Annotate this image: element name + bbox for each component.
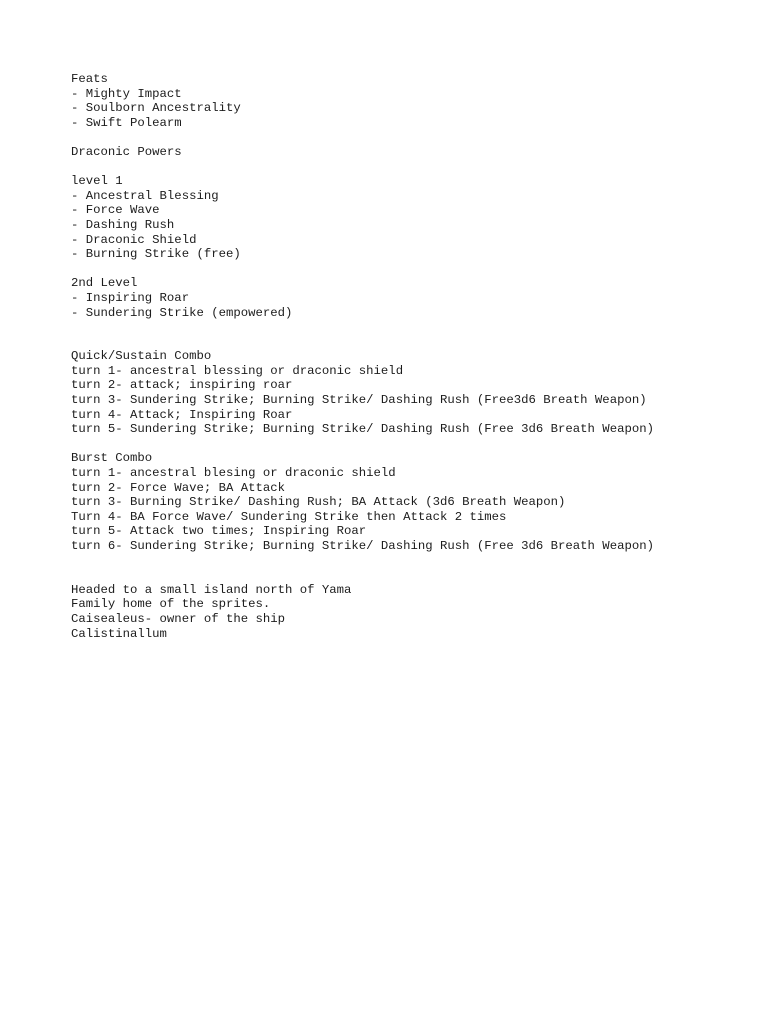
- document-page: [71, 72, 751, 641]
- feat-item: - Soulborn Ancestrality: [71, 101, 241, 116]
- notes-section: [71, 583, 751, 641]
- combo-turn: turn 5- Attack two times; Inspiring Roar: [71, 524, 367, 539]
- power-item: - Ancestral Blessing: [71, 188, 219, 203]
- combo-turn: turn 1- ancestral blesing or draconic shield: [71, 466, 396, 481]
- burst-combo-heading: Burst Combo: [71, 451, 153, 466]
- combo-turn: Turn 4- BA Force Wave/ Sundering Strike then Attack 2 times: [71, 509, 507, 524]
- draconic-powers-section: [71, 145, 751, 320]
- combo-turn: turn 2- attack; inspiring roar: [71, 378, 293, 393]
- combo-turn: turn 5- Sundering Strike; Burning Strike/ Dashing Rush (Free 3d6 Breath Weapon): [71, 422, 654, 437]
- power-item: - Force Wave: [71, 203, 160, 218]
- combo-turn: turn 4- Attack; Inspiring Roar: [71, 407, 293, 422]
- note-line: Calistinallum: [71, 626, 167, 641]
- combo-turn: turn 2- Force Wave; BA Attack: [71, 480, 286, 495]
- combo-turn: turn 3- Sundering Strike; Burning Strike/ Dashing Rush (Free3d6 Breath Weapon): [71, 393, 647, 408]
- level1-heading: level 1: [71, 174, 123, 189]
- burst-combo-section: [71, 451, 751, 553]
- quick-sustain-combo-section: [71, 349, 751, 437]
- power-item: - Inspiring Roar: [71, 290, 190, 305]
- combo-turn: turn 1- ancestral blessing or draconic shield: [71, 363, 404, 378]
- power-item: - Draconic Shield: [71, 232, 197, 247]
- power-item: - Burning Strike (free): [71, 247, 241, 262]
- draconic-powers-heading: Draconic Powers: [71, 144, 182, 159]
- power-item: - Dashing Rush: [71, 217, 175, 232]
- feat-item: - Swift Polearm: [71, 115, 182, 130]
- combo-turn: turn 6- Sundering Strike; Burning Strike/ Dashing Rush (Free 3d6 Breath Weapon): [71, 539, 654, 553]
- power-item: - Sundering Strike (empowered): [71, 305, 293, 320]
- feats-heading: Feats: [71, 72, 108, 86]
- note-line: Family home of the sprites.: [71, 597, 271, 612]
- note-line: Headed to a small island north of Yama: [71, 582, 352, 597]
- feats-section: [71, 72, 751, 130]
- note-line: Caisealeus- owner of the ship: [71, 611, 286, 626]
- quick-sustain-combo-heading: Quick/Sustain Combo: [71, 349, 212, 364]
- combo-turn: turn 3- Burning Strike/ Dashing Rush; BA Attack (3d6 Breath Weapon): [71, 495, 566, 510]
- level2-heading: 2nd Level: [71, 276, 138, 291]
- feat-item: - Mighty Impact: [71, 86, 182, 101]
